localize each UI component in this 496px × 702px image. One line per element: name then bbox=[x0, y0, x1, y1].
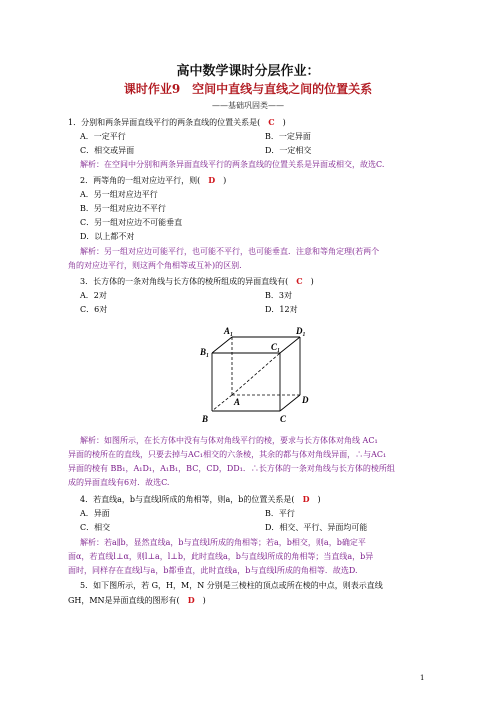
edge-d1c1 bbox=[280, 337, 300, 353]
question-4-option-c: C．相交 bbox=[80, 523, 111, 532]
question-3-explanation-3: 异面的棱有 BB₁，A₁D₁，A₁B₁，BC，CD，DD₁．∴长方体的一条对角线与长方体的棱所组 bbox=[68, 464, 395, 473]
question-1-option-b: B．一定异面 bbox=[265, 132, 311, 141]
question-3-option-b: B．3对 bbox=[265, 291, 292, 300]
question-4-answer: D bbox=[302, 494, 310, 504]
edge-b1a1 bbox=[212, 337, 232, 353]
page-number: 1 bbox=[420, 674, 425, 682]
label-d: D bbox=[302, 395, 309, 405]
question-4-explanation-3: 面时，同样存在直线l与a，b都垂直，此时直线a，b与直线l所成的角相等．故选D. bbox=[68, 566, 358, 575]
question-3-option-d: D．12对 bbox=[265, 305, 298, 314]
question-4-explanation-2: 面α，若直线l⊥α，则l⊥a，l⊥b，此时直线a，b与直线l所成的角相等；当直线a，b异 bbox=[68, 552, 374, 561]
question-3-option-a: A．2对 bbox=[80, 291, 107, 300]
label-c1: C₁ bbox=[271, 342, 281, 352]
question-1-option-c: C．相交或异面 bbox=[80, 146, 135, 155]
question-3-stem: 3．长方体的一条对角线与长方体的棱所组成的异面直线有( C ) bbox=[80, 276, 314, 286]
question-1-answer: C bbox=[268, 117, 275, 127]
label-b1: B₁ bbox=[200, 347, 210, 357]
edge-ab-hidden bbox=[212, 395, 232, 411]
label-b: B bbox=[202, 414, 209, 424]
question-2-explanation-1: 解析：另一组对应边可能平行，也可能不平行，也可能垂直．注意和等角定理(若两个 bbox=[80, 247, 380, 256]
question-2-option-c: C．另一组对应边不可能垂直 bbox=[80, 218, 183, 227]
question-1-option-d: D．一定相交 bbox=[265, 146, 312, 155]
question-1-option-a: A．一定平行 bbox=[80, 132, 126, 141]
question-3-explanation-4: 成的异面直线有6对．故选C. bbox=[68, 478, 170, 487]
question-4-explanation-1: 解析：若a∥b，显然直线a，b与直线l所成的角相等；若a，b相交，则a，b确定平 bbox=[80, 538, 366, 547]
diagonal-ac1 bbox=[232, 353, 280, 395]
label-c: C bbox=[280, 414, 287, 424]
document-title: 高中数学课时分层作业： bbox=[176, 64, 320, 79]
question-5-stem-2: GH，MN是异面直线的图形有( D ) bbox=[68, 595, 206, 605]
question-3-option-c: C．6对 bbox=[80, 305, 108, 314]
question-4-option-d: D．相交、平行、异面均可能 bbox=[265, 523, 368, 532]
question-5-answer: D bbox=[187, 595, 195, 605]
label-d1: D₁ bbox=[296, 326, 306, 336]
question-4-option-a: A．异面 bbox=[80, 509, 110, 518]
question-2-stem: 2．两等角的一组对应边平行，则( D ) bbox=[80, 175, 227, 185]
question-5-stem-1: 5．如下图所示，若 G，H，M，N 分别是三棱柱的顶点或所在棱的中点，则表示直线 bbox=[80, 581, 383, 590]
question-2-explanation-2: 角的对应边平行，则这两个角相等或互补)的区别. bbox=[68, 261, 242, 270]
section-heading: ——基础巩固类—— bbox=[212, 101, 284, 110]
question-2-option-a: A．另一组对应边平行 bbox=[80, 190, 158, 199]
question-4-stem: 4．若直线a，b与直线l所成的角相等，则a，b的位置关系是( D ) bbox=[80, 494, 321, 504]
question-3-answer: C bbox=[296, 276, 303, 286]
lesson-title: 课时作业9 空间中直线与直线之间的位置关系 bbox=[123, 82, 373, 96]
label-a: A bbox=[234, 397, 241, 407]
cuboid-figure bbox=[200, 323, 315, 433]
question-2-option-d: D．以上都不对 bbox=[80, 232, 135, 241]
question-1-explanation: 解析：在空间中分别和两条异面直线平行的两条直线的位置关系是异面或相交，故选C. bbox=[80, 160, 385, 169]
question-4-option-b: B．平行 bbox=[265, 509, 295, 518]
question-1-stem: 1．分别和两条异面直线平行的两条直线的位置关系是( C ) bbox=[68, 117, 286, 127]
label-a1: A₁ bbox=[224, 326, 234, 336]
question-3-explanation-1: 解析：如图所示，在长方体中没有与体对角线平行的棱，要求与长方体体对角线 AC₁ bbox=[80, 436, 378, 445]
question-2-answer: D bbox=[208, 175, 216, 185]
question-3-explanation-2: 异面的棱所在的直线，只要去掉与AC₁相交的六条棱，其余的都与体对角线异面，∴与AC₁ bbox=[68, 450, 387, 459]
question-2-option-b: B．另一组对应边不平行 bbox=[80, 204, 166, 213]
edge-dc bbox=[280, 395, 300, 411]
